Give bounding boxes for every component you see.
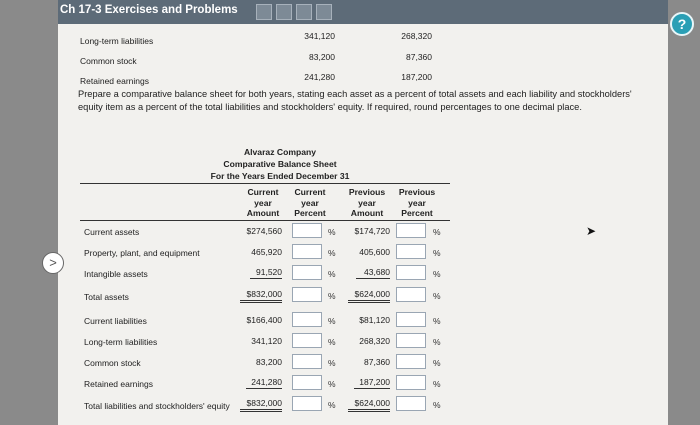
given-prev-1: 87,360 [406,52,432,62]
percent-sign: % [433,316,441,326]
grid-icon[interactable] [276,4,292,20]
cur-percent-input[interactable] [292,244,322,259]
percent-sign: % [433,358,441,368]
row-cur-amount: $274,560 [246,226,282,236]
prev-percent-input[interactable] [396,375,426,390]
prev-percent-input[interactable] [396,333,426,348]
chevron-right-icon[interactable]: > [42,252,64,274]
cur-percent-input[interactable] [292,333,322,348]
cur-percent-input[interactable] [292,223,322,238]
cur-percent-input[interactable] [292,265,322,280]
toolbar-icons [256,4,332,20]
statement-period: For the Years Ended December 31 [210,171,350,181]
row-cur-amount: $166,400 [246,315,282,325]
row-prev-amount: $624,000 [348,398,390,412]
percent-sign: % [433,379,441,389]
given-prev-2: 187,200 [401,72,432,82]
percent-sign: % [433,269,441,279]
row-prev-amount: $174,720 [354,226,390,236]
row-cur-amount: $832,000 [240,398,282,412]
row-prev-amount: 43,680 [356,267,390,279]
prev-percent-input[interactable] [396,244,426,259]
col-header-previous-amount: Previous year Amount [348,187,386,218]
row-label-total-liabilities-equity: Total liabilities and stockholders' equity [84,401,230,411]
page-title: Ch 17-3 Exercises and Problems [60,4,238,16]
percent-sign: % [328,400,336,410]
prev-percent-input[interactable] [396,265,426,280]
header-top-rule [80,183,450,184]
row-label-current-liabilities: Current liabilities [84,316,147,326]
row-prev-amount: $624,000 [348,289,390,303]
nav-icon[interactable] [256,4,272,20]
percent-sign: % [433,291,441,301]
percent-sign: % [328,269,336,279]
title-bar [58,0,668,24]
row-cur-amount: 465,920 [251,247,282,257]
percent-sign: % [433,400,441,410]
prev-percent-input[interactable] [396,312,426,327]
given-cur-0: 341,120 [304,31,335,41]
col-header-current-amount: Current year Amount [246,187,280,218]
cur-percent-input[interactable] [292,312,322,327]
row-prev-amount: 405,600 [359,247,390,257]
calculator-icon[interactable] [296,4,312,20]
print-icon[interactable] [316,4,332,20]
col-header-previous-percent: Previous year Percent [398,187,436,218]
percent-sign: % [433,248,441,258]
prev-percent-input[interactable] [396,287,426,302]
prev-percent-input[interactable] [396,396,426,411]
statement-title: Comparative Balance Sheet [223,159,337,169]
prev-percent-input[interactable] [396,223,426,238]
percent-sign: % [328,316,336,326]
cur-percent-input[interactable] [292,396,322,411]
given-label-0: Long-term liabilities [80,36,154,46]
row-label-long-term-liabilities: Long-term liabilities [84,337,158,347]
percent-sign: % [328,291,336,301]
percent-sign: % [433,337,441,347]
mouse-cursor-icon: ➤ [586,224,597,238]
row-cur-amount: 241,280 [246,377,282,389]
row-prev-amount: 268,320 [359,336,390,346]
percent-sign: % [433,227,441,237]
row-label-common-stock: Common stock [84,358,141,368]
cur-percent-input[interactable] [292,375,322,390]
percent-sign: % [328,227,336,237]
row-label-retained-earnings: Retained earnings [84,379,153,389]
percent-sign: % [328,379,336,389]
row-cur-amount: 83,200 [256,357,282,367]
row-cur-amount: 91,520 [250,267,282,279]
row-label-total-assets: Total assets [84,292,129,302]
row-label-intangible-assets: Intangible assets [84,269,148,279]
row-cur-amount: 341,120 [251,336,282,346]
given-cur-1: 83,200 [309,52,335,62]
given-cur-2: 241,280 [304,72,335,82]
header-bottom-rule [80,220,450,221]
given-prev-0: 268,320 [401,31,432,41]
row-prev-amount: 187,200 [354,377,390,389]
percent-sign: % [328,337,336,347]
col-header-current-percent: Current year Percent [294,187,326,218]
cur-percent-input[interactable] [292,287,322,302]
help-icon[interactable]: ? [670,12,694,36]
row-label-current-assets: Current assets [84,227,140,237]
given-label-1: Common stock [80,56,137,66]
percent-sign: % [328,358,336,368]
instructions-text: Prepare a comparative balance sheet for both years, stating each asset as a percent of total assets and each liability and stockholders' equity item as a percent of the total liabilities and stockholders' equity. If required, round percentages to one decimal place. [78,89,632,112]
row-prev-amount: $81,120 [359,315,390,325]
cur-percent-input[interactable] [292,354,322,369]
row-label-ppe: Property, plant, and equipment [84,248,200,258]
row-cur-amount: $832,000 [240,289,282,303]
given-label-2: Retained earnings [80,76,149,86]
prev-percent-input[interactable] [396,354,426,369]
company-name: Alvaraz Company [243,147,317,157]
percent-sign: % [328,248,336,258]
row-prev-amount: 87,360 [364,357,390,367]
